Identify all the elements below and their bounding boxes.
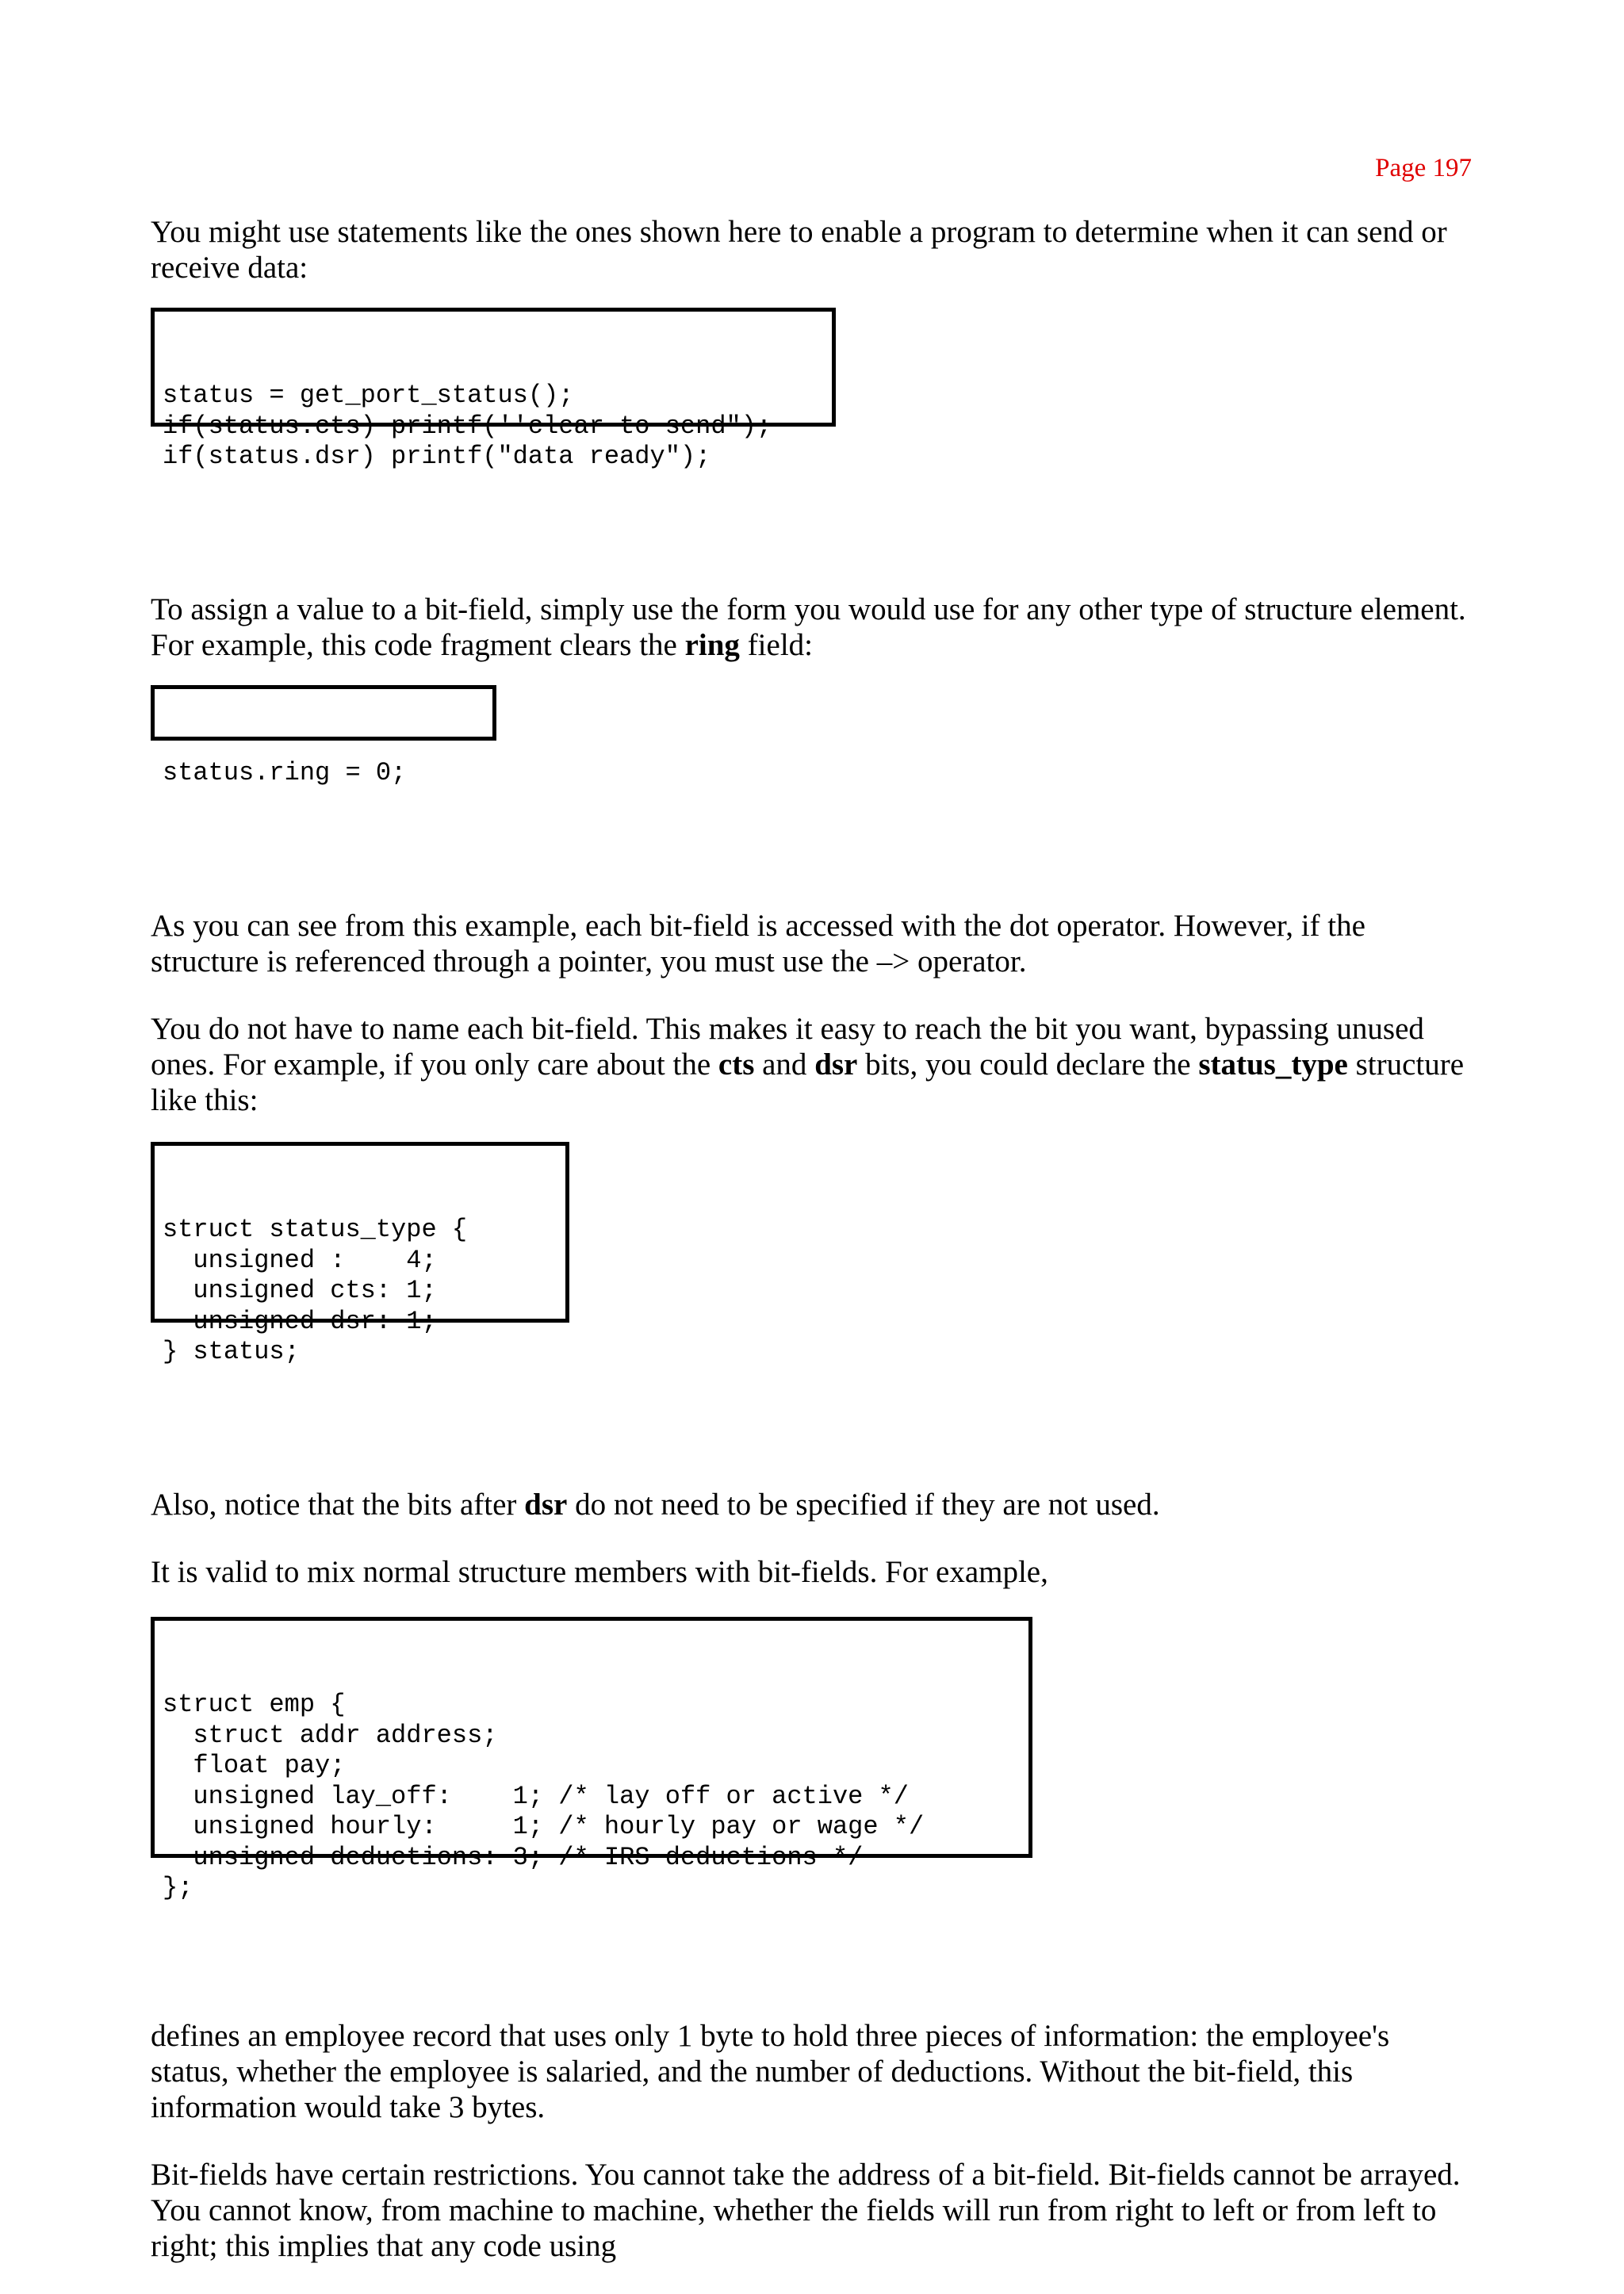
- code-line: struct emp {: [163, 1690, 346, 1719]
- paragraph-mix-members: It is valid to mix normal structure members with bit-fields. For example,: [151, 1555, 1048, 1589]
- text-span: To assign a value to a bit-field, simply use the form you would use for any other type of structure element. For example, this code fragment clears the: [151, 592, 1466, 662]
- paragraph-dot-operator: As you can see from this example, each bit-field is accessed with the dot operator. However, if the structure is referenced through a pointer, you must use the –> operator.: [151, 909, 1365, 978]
- code-line: unsigned lay_off: 1; /* lay off or active */: [163, 1781, 909, 1811]
- text-span: structure like this:: [151, 1047, 1465, 1117]
- code-line: unsigned hourly: 1; /* hourly pay or wage */: [163, 1812, 925, 1841]
- code-line: };: [163, 1873, 193, 1902]
- bold-term-status-type: status_type: [1198, 1047, 1348, 1082]
- code-line: if(status.cts) printf(''clear to send");: [163, 411, 772, 441]
- code-block-emp: [151, 1617, 1032, 1902]
- page-number: Page 197: [1375, 154, 1472, 182]
- code-line: unsigned : 4;: [163, 1245, 437, 1275]
- text-span: Also, notice that the bits after: [151, 1488, 525, 1522]
- code-block-port-status: [151, 308, 836, 471]
- text-span: field:: [739, 628, 813, 662]
- text-span: You do not have to name each bit-field. This makes it easy to reach the bit you want, bypassing unused ones. For example, if you only care about the: [151, 1012, 1424, 1082]
- bold-term-ring: ring: [684, 628, 740, 662]
- code-line: unsigned cts: 1;: [163, 1276, 437, 1305]
- page-body: [151, 214, 1471, 2264]
- paragraph-restrictions: Bit-fields have certain restrictions. You cannot take the address of a bit-field. Bit-fields cannot be arrayed. You cannot know, from machine to machine, whether the fields will run from right to left or from left to right; this implies that any code using: [151, 2158, 1461, 2263]
- code-block-status-type: [151, 1142, 569, 1366]
- text-span: and: [754, 1047, 815, 1082]
- code-line: } status;: [163, 1337, 300, 1366]
- paragraph-intro: You might use statements like the ones shown here to enable a program to determine when it can send or receive data:: [151, 215, 1447, 285]
- code-line: struct status_type {: [163, 1215, 468, 1244]
- code-block-ring: [151, 685, 496, 787]
- paragraph-dsr-note: [151, 1487, 1471, 1522]
- code-line: if(status.dsr) printf("data ready");: [163, 442, 711, 471]
- code-line: unsigned deductions: 3; /* IRS deductions */: [163, 1842, 864, 1872]
- code-line: unsigned dsr: 1;: [163, 1306, 437, 1336]
- paragraph-unnamed-bitfields: [151, 1011, 1471, 1118]
- bold-term-dsr: dsr: [524, 1488, 568, 1522]
- text-span: bits, you could declare the: [857, 1047, 1199, 1082]
- code-line: status.ring = 0;: [163, 758, 407, 787]
- code-line: struct addr address;: [163, 1720, 498, 1750]
- paragraph-employee-record: defines an employee record that uses only 1 byte to hold three pieces of information: the employee's status, whether the employee is salaried, and the number of deductions. Without the bit-field, this information would take 3 bytes.: [151, 2019, 1390, 2124]
- code-line: status = get_port_status();: [163, 381, 574, 410]
- bold-term-dsr: dsr: [814, 1047, 858, 1082]
- paragraph-assign: [151, 592, 1471, 663]
- text-span: do not need to be specified if they are not used.: [567, 1488, 1160, 1522]
- bold-term-cts: cts: [718, 1047, 755, 1082]
- code-line: float pay;: [163, 1751, 346, 1780]
